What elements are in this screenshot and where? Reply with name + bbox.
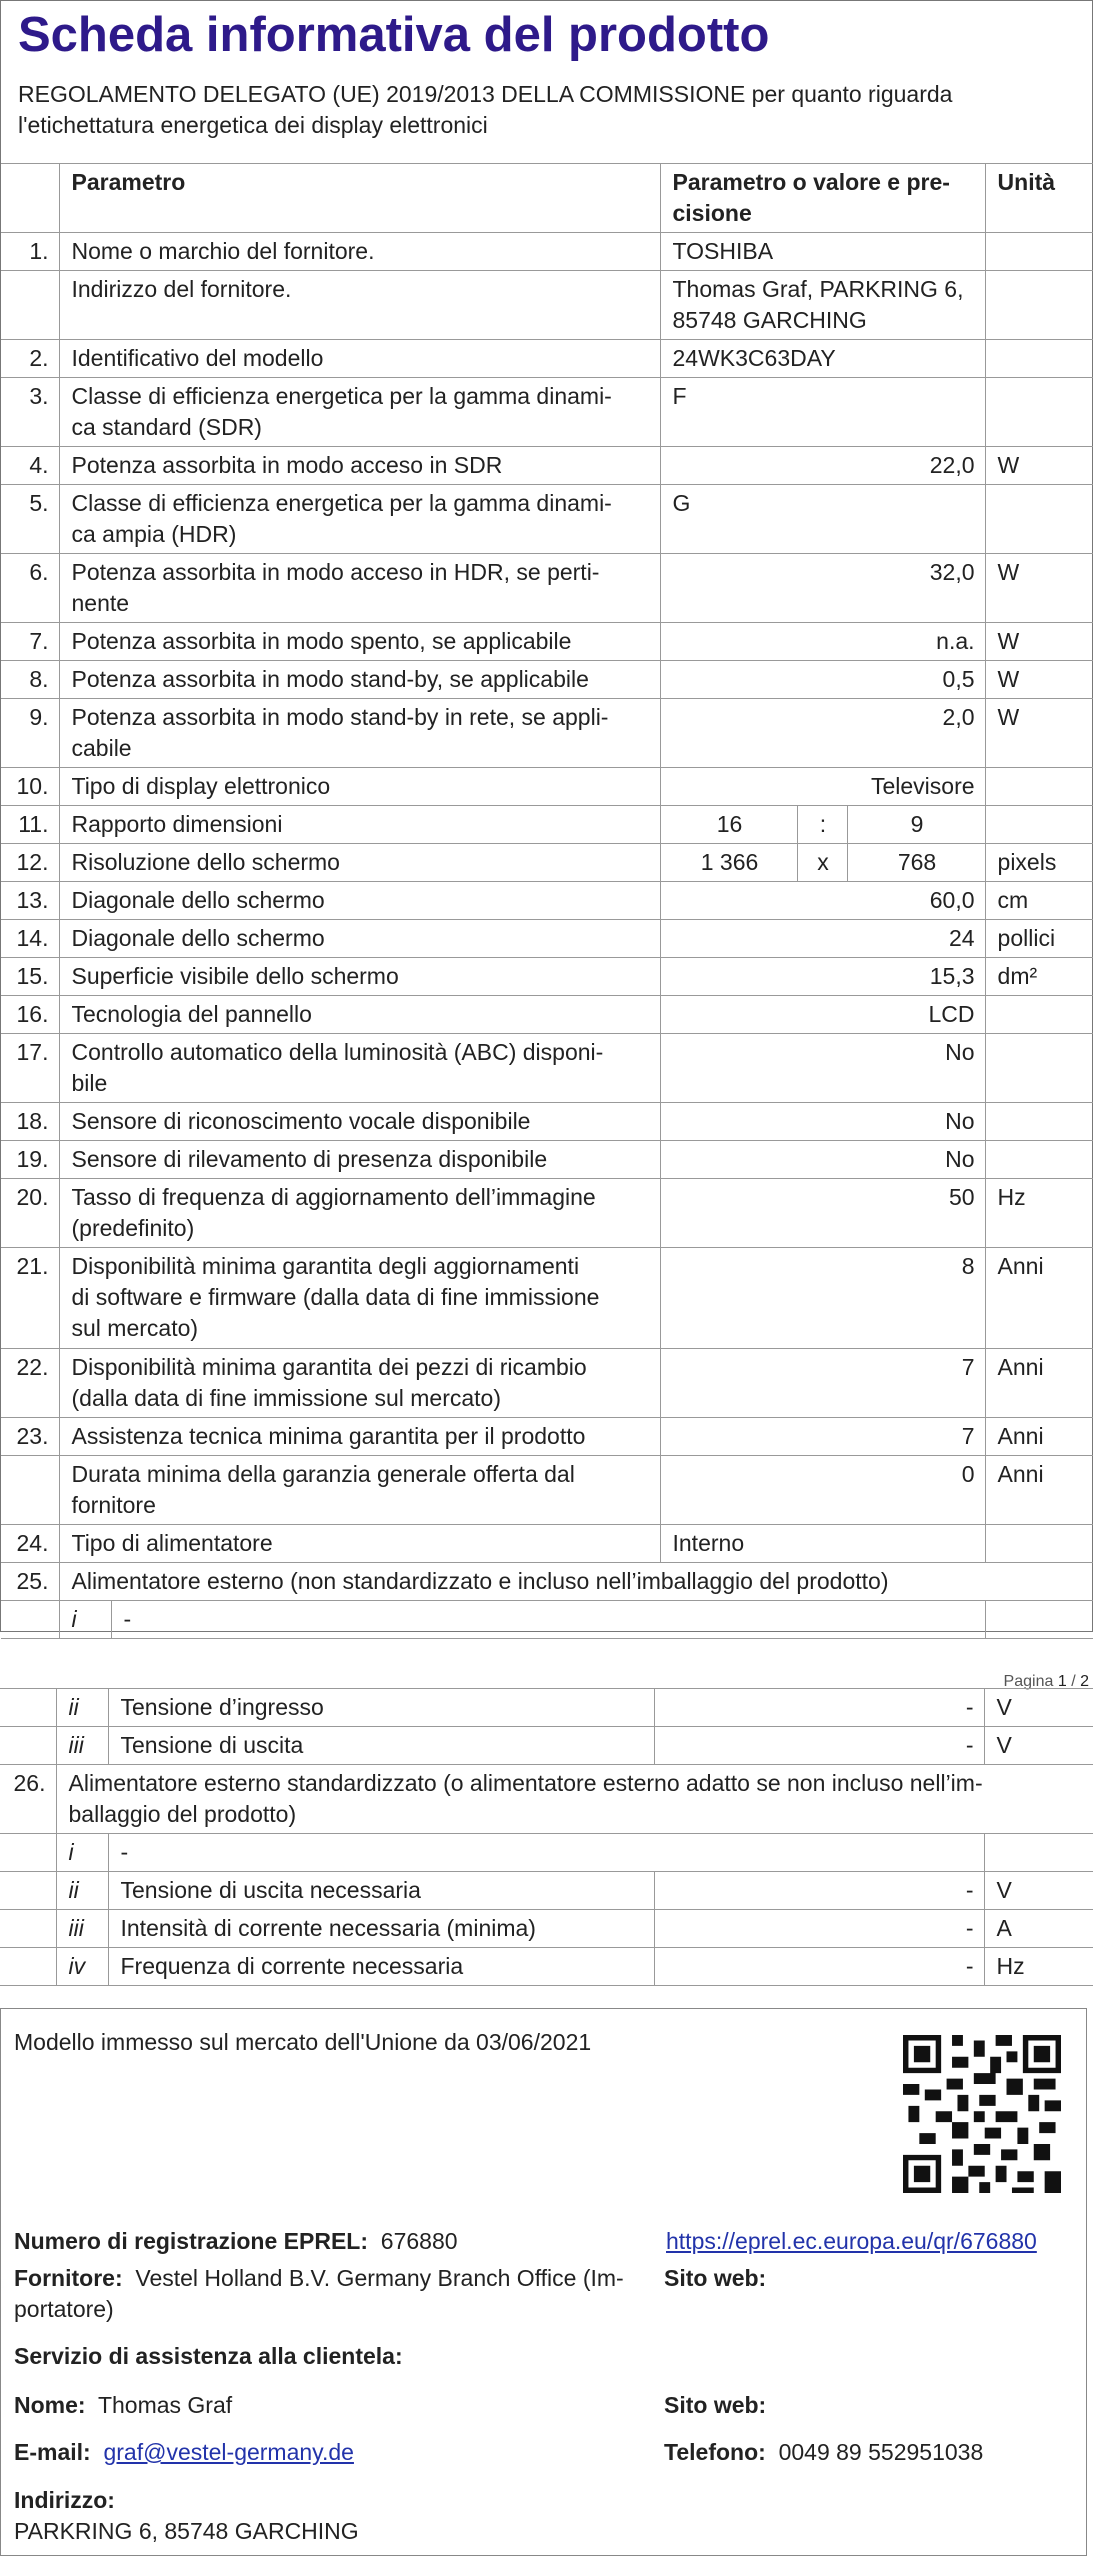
table-row: iv Frequenza di corrente necessaria - Hz	[0, 1948, 1093, 1986]
table-row: 26. Alimentatore esterno standardizzato (o alimentatore esterno adatto se non incluso nell’im- ballaggio del prodotto)	[0, 1765, 1093, 1834]
table-row: 15. Superficie visibile dello schermo 15,3 dm²	[1, 958, 1093, 996]
table-row: 25. Alimentatore esterno (non standardizzato e incluso nell’imballaggio del prodotto)	[1, 1563, 1093, 1601]
table-row: 13. Diagonale dello schermo 60,0 cm	[1, 882, 1093, 920]
table-row: 12. Risoluzione dello schermo 1 366 x 768 pixels	[1, 844, 1093, 882]
eprel-link[interactable]: https://eprel.ec.europa.eu/qr/676880	[666, 2228, 1037, 2254]
qr-code-icon	[903, 2035, 1061, 2193]
header-param: Parametro	[59, 164, 660, 233]
email-link[interactable]: graf@vestel-germany.de	[103, 2439, 354, 2465]
service-website-label: Sito web:	[664, 2392, 767, 2418]
table-row: iii Intensità di corrente necessaria (minima) - A	[0, 1910, 1093, 1948]
table-row: 4. Potenza assorbita in modo acceso in SDR 22,0 W	[1, 447, 1093, 485]
table-header-row	[1, 164, 1093, 233]
contact-phone: Telefono: 0049 89 552951038	[664, 2439, 984, 2465]
table-row: 22. Disponibilità minima garantita dei pezzi di ricambio (dalla data di fine immissione sul mercato) 7 Anni	[1, 1349, 1093, 1418]
customer-service-label: Servizio di assistenza alla clientela:	[14, 2343, 403, 2369]
regulation-subtitle: REGOLAMENTO DELEGATO (UE) 2019/2013 DELLA COMMISSIONE per quanto riguarda l'etichettatura energetica dei display elettronici	[18, 81, 953, 138]
contact-address: Indirizzo: PARKRING 6, 85748 GARCHING	[14, 2487, 359, 2544]
table-row: 23. Assistenza tecnica minima garantita per il prodotto 7 Anni	[1, 1418, 1093, 1456]
table-row: 21. Disponibilità minima garantita degli aggiornamenti di software e firmware (dalla data di fine immissione sul mercato) 8 Anni	[1, 1248, 1093, 1349]
page-two	[0, 1688, 1093, 1986]
contact-email: E-mail: graf@vestel-germany.de	[14, 2439, 354, 2465]
table-row: 1. Nome o marchio del fornitore. TOSHIBA	[1, 233, 1093, 271]
header-value: Parametro o valore e pre- cisione	[660, 164, 985, 233]
table-row: 24. Tipo di alimentatore Interno	[1, 1525, 1093, 1563]
table-row: 2. Identificativo del modello 24WK3C63DAY	[1, 340, 1093, 378]
market-date: Modello immesso sul mercato dell'Unione da 03/06/2021	[14, 2029, 592, 2055]
eprel-registration: Numero di registrazione EPREL: 676880	[14, 2228, 458, 2254]
table-row: 14. Diagonale dello schermo 24 pollici	[1, 920, 1093, 958]
table-row: 3. Classe di efficienza energetica per la gamma dinami- ca standard (SDR) F	[1, 378, 1093, 447]
table-row: 20. Tasso di frequenza di aggiornamento dell’immagine (predefinito) 50 Hz	[1, 1179, 1093, 1248]
parameters-table-continued	[0, 1688, 1093, 1986]
table-row: 8. Potenza assorbita in modo stand-by, se applicabile 0,5 W	[1, 661, 1093, 699]
table-row: 6. Potenza assorbita in modo acceso in HDR, se perti- nente 32,0 W	[1, 554, 1093, 623]
header-unit: Unità	[985, 164, 1093, 233]
table-row: iii Tensione di uscita - V	[0, 1727, 1093, 1765]
table-row: 17. Controllo automatico della luminosità (ABC) disponi- bile No	[1, 1034, 1093, 1103]
table-row: Durata minima della garanzia generale offerta dal fornitore 0 Anni	[1, 1456, 1093, 1525]
table-row: i -	[1, 1601, 1093, 1639]
table-row: 10. Tipo di display elettronico Televisore	[1, 768, 1093, 806]
table-row: 18. Sensore di riconoscimento vocale disponibile No	[1, 1103, 1093, 1141]
table-row: 5. Classe di efficienza energetica per la gamma dinami- ca ampia (HDR) G	[1, 485, 1093, 554]
supplier: Fornitore: Vestel Holland B.V. Germany Branch Office (Im- portatore)	[14, 2265, 624, 2322]
table-row: 7. Potenza assorbita in modo spento, se applicabile n.a. W	[1, 623, 1093, 661]
table-row: 16. Tecnologia del pannello LCD	[1, 996, 1093, 1034]
table-row: 19. Sensore di rilevamento di presenza disponibile No	[1, 1141, 1093, 1179]
supplier-info-box	[0, 2008, 1087, 2556]
page-number: Pagina 1 / 2	[1003, 1673, 1089, 1690]
supplier-website-label: Sito web:	[664, 2265, 767, 2291]
page-title: Scheda informativa del prodotto	[18, 8, 770, 62]
table-row: 11. Rapporto dimensioni 16 : 9	[1, 806, 1093, 844]
table-row: ii Tensione d’ingresso - V	[0, 1689, 1093, 1727]
table-row: ii Tensione di uscita necessaria - V	[0, 1872, 1093, 1910]
table-row: i -	[0, 1834, 1093, 1872]
table-row: Indirizzo del fornitore. Thomas Graf, PARKRING 6, 85748 GARCHING	[1, 271, 1093, 340]
table-row: 9. Potenza assorbita in modo stand-by in rete, se appli- cabile 2,0 W	[1, 699, 1093, 768]
parameters-table	[1, 163, 1093, 1639]
contact-name: Nome: Thomas Graf	[14, 2392, 233, 2418]
